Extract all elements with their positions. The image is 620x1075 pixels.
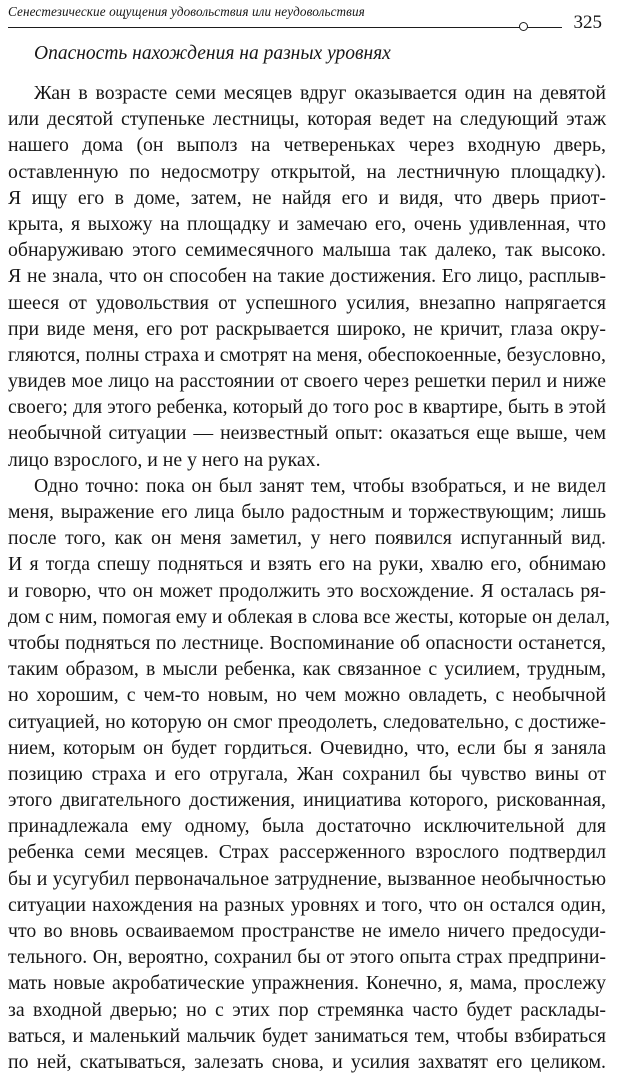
paragraph <box>8 80 606 473</box>
text-line: своего; для этого ребенка, который до того рос в квартире, быть в этой <box>8 396 606 419</box>
text-line: увидев мое лицо на расстоянии от своего через решетки перил и ниже <box>8 370 606 393</box>
text-line: по ней, скатываться, залезать снова, и усилия захватят его целиком. <box>8 1050 606 1073</box>
text-line: нием, которым он будет гордиться. Очевидно, что, если бы я заняла <box>8 736 606 759</box>
text-line: и говорю, что он может продолжить это восхождение. Я осталась ря- <box>8 579 606 602</box>
text-line: ребенка семи месяцев. Страх рассерженного взрослого подтвердил <box>8 841 606 864</box>
text-line: гляются, полны страха и смотрят на меня, обеспокоенные, безусловно, <box>8 343 606 366</box>
text-line: бы и усугубил первоначальное затруднение, вызванное необычностью <box>8 867 606 890</box>
header-rule <box>8 27 562 28</box>
text-line: Я не знала, что он способен на такие достижения. Его лицо, расплыв- <box>8 265 606 288</box>
text-line: ситуации нахождения на разных уровнях и того, что он остался один, <box>8 893 606 916</box>
text-line: но хорошим, с чем-то новым, но чем можно овладеть, с необычной <box>8 684 606 707</box>
text-line: дом с ним, помогая ему и облекая в слова все жесты, которые он делал, <box>8 605 610 628</box>
body-text <box>8 80 610 1075</box>
paragraph <box>8 473 610 1075</box>
text-line: принадлежала ему одному, была достаточно исключительной для <box>8 815 606 838</box>
text-line: мать новые акробатические упражнения. Конечно, я, мама, прослежу <box>8 972 606 995</box>
text-line: крыта, я выхожу на площадку и замечаю его, очень удивленная, что <box>8 212 606 235</box>
text-line: что во вновь осваиваемом пространстве не имело ничего предосуди- <box>8 920 606 942</box>
text-line: меня, выражение его лица было радостным и торжествующим; лишь <box>8 501 606 523</box>
text-line: при виде меня, его рот раскрывается широко, не кричит, глаза окру- <box>8 317 606 340</box>
text-line: за входной дверью; но с этих пор стремянка часто будет расклады- <box>8 998 606 1021</box>
text-line: ваться, и маленький мальчик будет заниматься тем, чтобы взбираться <box>8 1024 606 1047</box>
running-header <box>8 0 606 34</box>
text-line: Одно точно: пока он был занят тем, чтобы взобраться, и не видел <box>34 474 606 497</box>
running-title: Сенестезические ощущения удовольствия или неудовольствия <box>8 4 365 19</box>
section-heading: Опасность нахождения на разных уровнях <box>34 43 391 64</box>
text-line: после того, как он меня заметил, у него появился испуганный вид. <box>8 527 606 550</box>
text-line: Я ищу его в доме, затем, не найдя его и видя, что дверь приот- <box>8 186 606 209</box>
text-line: шееся от удовольствия от успешного усилия, внезапно напрягается <box>8 291 606 314</box>
text-line: обнаруживаю этого семимесячного малыша так далеко, так высоко. <box>8 239 606 262</box>
text-line: позицию страха и его отругала, Жан сохранил бы чувство вины от <box>8 762 606 785</box>
text-line: ситуацией, но которую он смог преодолеть, следовательно, с достиже- <box>8 710 606 733</box>
text-line: Жан в возрасте семи месяцев вдруг оказывается один на девятой <box>34 82 606 104</box>
text-line: лицо взрослого, и не у него на руках. <box>8 448 321 471</box>
text-line: нашего дома (он выполз на четвереньках через входную дверь, <box>8 134 606 157</box>
text-line: И я тогда спешу подняться и взять его на руки, хвалю его, обнимаю <box>8 553 606 576</box>
text-line: оставленную по недосмотру открытой, на лестничную площадку). <box>8 160 606 183</box>
header-ornament-icon <box>519 22 528 31</box>
text-line: чтобы подняться по лестнице. Воспоминание об опасности останется, <box>8 631 606 654</box>
text-line: тельного. Он, вероятно, сохранил бы от этого опыта страх предприни- <box>8 946 606 969</box>
text-line: таким образом, в мысли ребенка, как связанное с усилием, трудным, <box>8 658 606 681</box>
text-line: необычной ситуации — неизвестный опыт: оказаться еще выше, чем <box>8 422 606 445</box>
page-number: 325 <box>573 12 602 33</box>
text-line: или десятой ступеньке лестницы, которая ведет на следующий этаж <box>8 108 606 131</box>
text-line: этого двигательного достижения, инициатива которого, рискованная, <box>8 789 606 812</box>
